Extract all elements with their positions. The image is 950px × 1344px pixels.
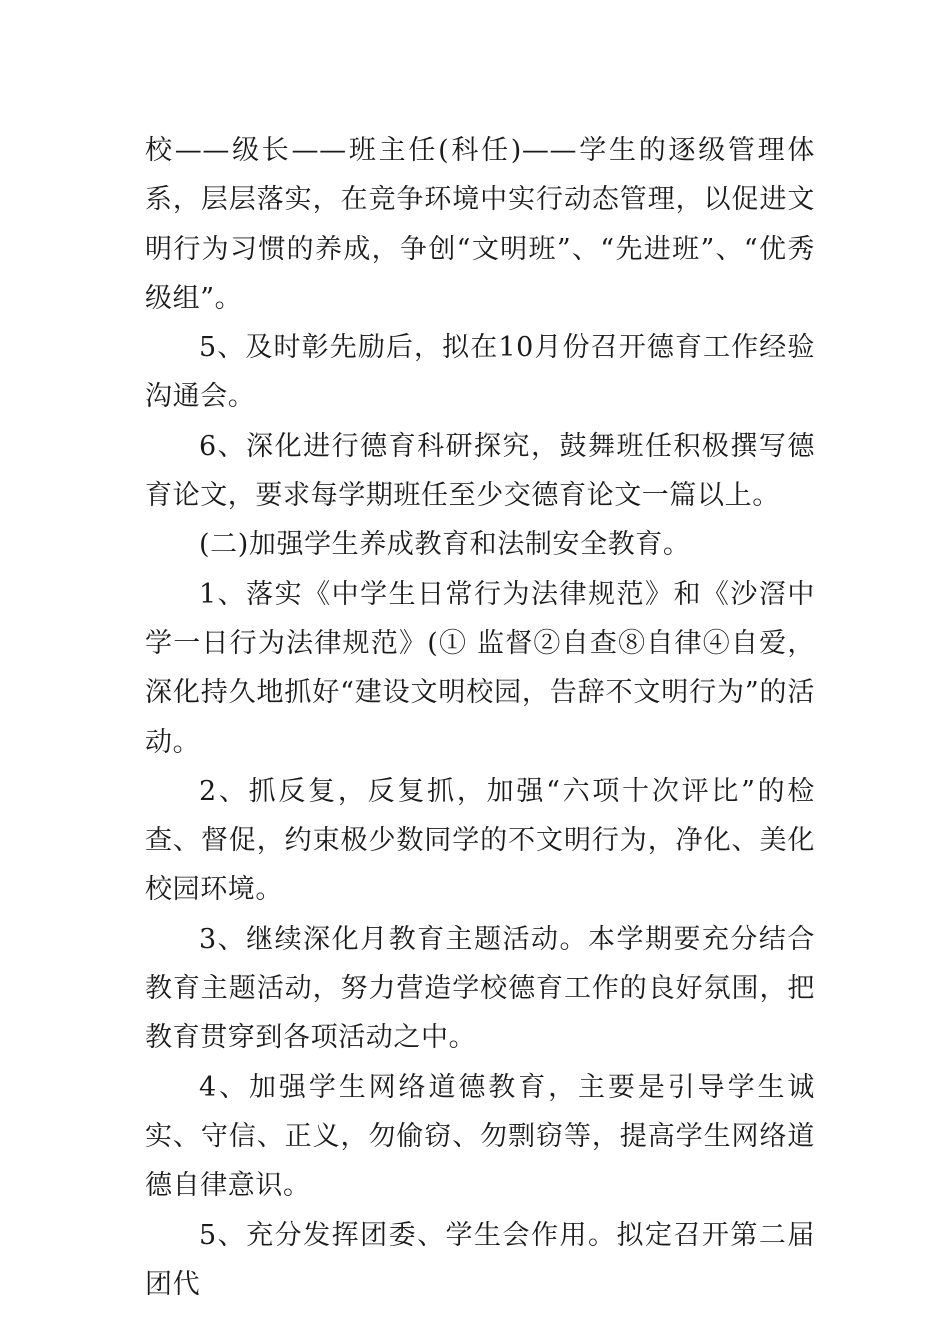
body-text: [145, 126, 815, 1309]
paragraph-item-3-monthly-theme: 3、继续深化月教育主题活动。本学期要充分结合教育主题活动，努力营造学校德育工作的良好氛围，把教育贯穿到各项活动之中。: [145, 923, 815, 1054]
paragraph-item-6-moral-research: 6、深化进行德育科研探究，鼓舞班任积极撰写德育论文，要求每学期班任至少交德育论文一篇以上。: [145, 430, 815, 512]
paragraph-item-4-network-ethics: 4、加强学生网络道德教育，主要是引导学生诚实、守信、正义，勿偷窃、勿剽窃等，提高学生网络道德自律意识。: [145, 1071, 815, 1202]
paragraph-continued-management-system: 校——级长——班主任(科任)——学生的逐级管理体系，层层落实，在竞争环境中实行动态管理，以促进文明行为习惯的养成，争创“文明班”、“先进班”、“优秀级组”。: [145, 135, 815, 314]
section-heading-2: (二)加强学生养成教育和法制安全教育。: [199, 529, 691, 561]
paragraph-item-5-experience-meeting: 5、及时彰先励后，拟在10月份召开德育工作经验沟通会。: [145, 332, 815, 413]
paragraph-item-2-inspection: 2、抓反复，反复抓，加强“六项十次评比”的检查、督促，约束极少数同学的不文明行为，净化、美化校园环境。: [145, 775, 815, 906]
paragraph-item-5-league-committee: 5、充分发挥团委、学生会作用。拟定召开第二届团代: [145, 1219, 815, 1300]
paragraph-item-1-norms: 1、落实《中学生日常行为法律规范》和《沙滘中学一日行为法律规范》(① 监督②自查⑧自律④自爱，深化持久地抓好“建设文明校园，告辞不文明行为”的活动。: [145, 578, 815, 758]
